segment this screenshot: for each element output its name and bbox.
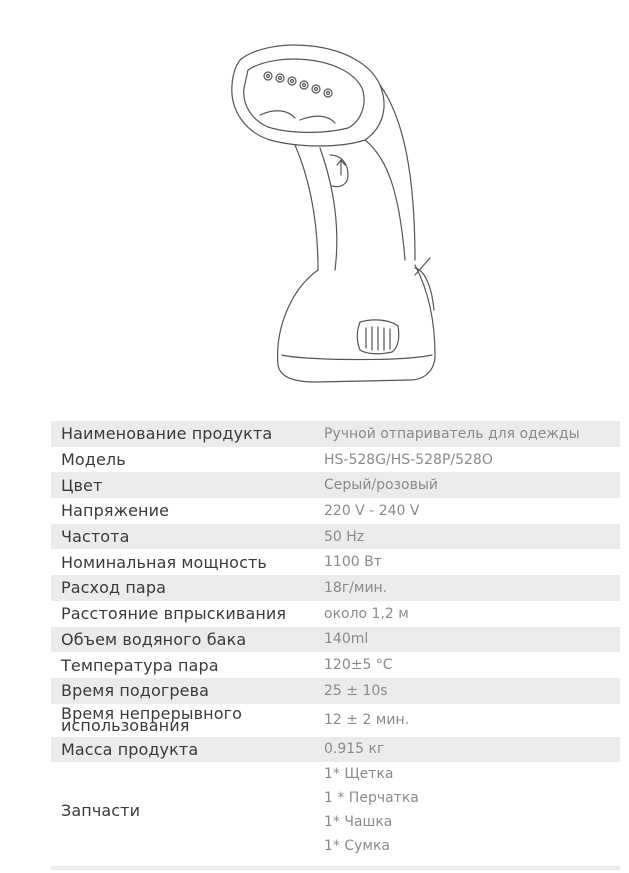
spec-value: 220 V - 240 V <box>324 502 420 519</box>
table-row <box>51 704 620 737</box>
spec-value: 18г/мин. <box>322 575 620 601</box>
table-row <box>51 575 620 601</box>
spec-label: Время непрерывного использования <box>61 704 242 736</box>
spec-label: Расстояние впрыскивания <box>61 604 287 624</box>
spec-label: Наименование продукта <box>51 421 322 447</box>
parts-item: 1* Сумка <box>324 838 391 855</box>
parts-list <box>324 762 620 858</box>
spec-value: 120±5 °C <box>324 657 393 674</box>
spec-label: Масса продукта <box>51 737 322 763</box>
spec-value: 25 ± 10s <box>322 678 620 704</box>
table-row <box>51 627 620 653</box>
spec-value: 50 Hz <box>322 524 620 550</box>
spec-label: Модель <box>61 450 126 470</box>
table-row <box>51 549 620 575</box>
spec-value: 0.915 кг <box>322 737 620 763</box>
spec-value: 140ml <box>322 627 620 653</box>
parts-item: 1 * Перчатка <box>324 790 419 807</box>
table-row <box>51 472 620 498</box>
table-bottom-divider <box>51 866 620 870</box>
table-row <box>51 601 620 627</box>
spec-value: 12 ± 2 мин. <box>324 712 410 729</box>
spec-label: Расход пара <box>51 575 322 601</box>
table-row <box>51 421 620 447</box>
spec-label: Объем водяного бака <box>51 627 322 653</box>
table-row <box>51 498 620 524</box>
parts-item: 1* Чашка <box>324 814 393 831</box>
spec-label: Напряжение <box>61 501 170 521</box>
spec-label: Частота <box>51 524 322 550</box>
table-row <box>51 524 620 550</box>
spec-value: Серый/розовый <box>322 472 620 498</box>
spec-label: Температура пара <box>61 655 219 675</box>
parts-label: Запчасти <box>61 800 141 820</box>
spec-value: Ручной отпариватель для одежды <box>322 421 620 447</box>
table-row <box>51 678 620 704</box>
spec-table <box>51 421 620 858</box>
spec-value: HS-528G/HS-528P/528O <box>324 451 493 468</box>
table-row-parts <box>51 762 620 858</box>
spec-label: Номинальная мощность <box>61 552 267 572</box>
spec-value: 1100 Вт <box>324 554 382 571</box>
table-row <box>51 652 620 678</box>
steamer-illustration <box>200 30 460 400</box>
table-row <box>51 447 620 473</box>
parts-value <box>322 762 620 858</box>
parts-item: 1* Щетка <box>324 766 394 783</box>
spec-label: Цвет <box>51 472 322 498</box>
table-row <box>51 737 620 763</box>
spec-label: Время подогрева <box>51 678 322 704</box>
spec-value: около 1,2 м <box>324 605 409 622</box>
